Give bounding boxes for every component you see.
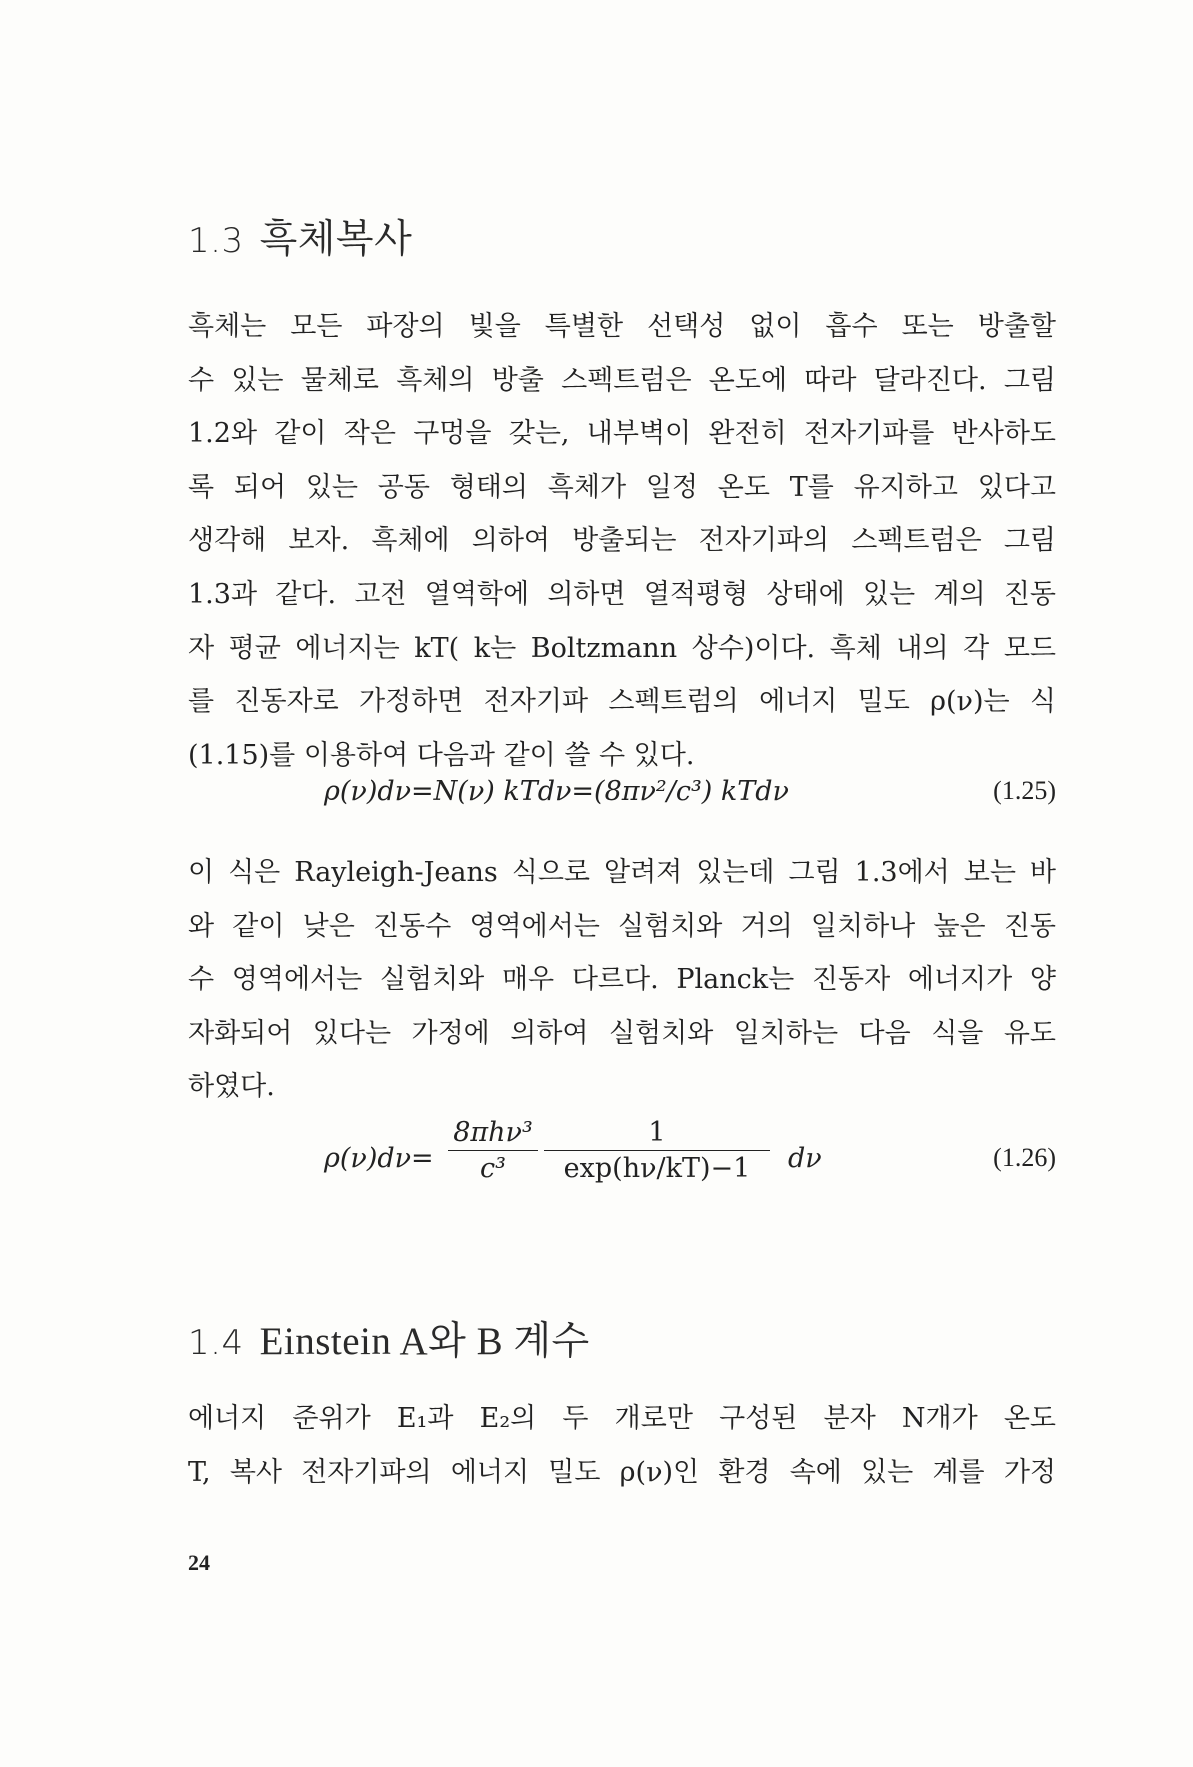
text-line: T, 복사 전자기파의 에너지 밀도 ρ(ν)인 환경 속에 있는 계를 가정 [188, 1456, 1056, 1488]
text-line: (1.15)를 이용하여 다음과 같이 쓸 수 있다. [188, 739, 695, 771]
fraction-planck-prefactor [448, 1117, 538, 1184]
text-line: 와 같이 낮은 진동수 영역에서는 실험치와 거의 일치하나 높은 진동 [188, 910, 1056, 942]
text-line: 를 진동자로 가정하면 전자기파 스펙트럼의 에너지 밀도 ρ(ν)는 식 [188, 686, 1056, 718]
fraction-denominator: exp(hν/kT)−1 [563, 1153, 751, 1184]
text-line: 1.2와 같이 작은 구멍을 갖는, 내부벽이 완전히 전자기파를 반사하도 [188, 418, 1056, 450]
equation-1-25 [188, 776, 1056, 816]
equation-lhs: ρ(ν)dν= [324, 1143, 434, 1174]
section-number: 1.3 [188, 221, 244, 261]
text-line: 록 되어 있는 공동 형태의 흑체가 일정 온도 T를 유지하고 있다고 [188, 471, 1056, 503]
section-heading-1-3 [188, 208, 412, 264]
section-number: 1.4 [188, 1323, 244, 1363]
equation-differential: dν [788, 1143, 822, 1174]
equation-expression: ρ(ν)dν=N(ν) kTdν=(8πν²/c³) kTdν [324, 776, 789, 807]
fraction-bose-factor [544, 1117, 770, 1184]
section-title: 흑체복사 [259, 218, 413, 261]
fraction-denominator: c³ [480, 1153, 506, 1184]
equation-1-26 [188, 1117, 1056, 1207]
text-line: 자 평균 에너지는 kT( k는 Boltzmann 상수)이다. 흑체 내의 각 모드 [188, 632, 1056, 664]
text-line: 에너지 준위가 E₁과 E₂의 두 개로만 구성된 분자 N개가 온도 [188, 1403, 1056, 1434]
paragraph-rayleigh-jeans [188, 846, 1056, 1114]
equation-number: (1.25) [993, 776, 1056, 805]
text-line: 수 영역에서는 실험치와 매우 다르다. Planck는 진동자 에너지가 양 [188, 964, 1056, 996]
text-line: 자화되어 있다는 가정에 의하여 실험치와 일치하는 다음 식을 유도 [188, 1017, 1056, 1049]
paragraph-einstein-intro [188, 1392, 1056, 1499]
text-line: 흑체는 모든 파장의 빛을 특별한 선택성 없이 흡수 또는 방출할 [188, 311, 1056, 342]
section-title: Einstein A와 B 계수 [259, 1320, 590, 1363]
section-heading-1-4 [188, 1310, 590, 1366]
text-line: 이 식은 Rayleigh-Jeans 식으로 알려져 있는데 그림 1.3에서 보는 바 [188, 857, 1056, 888]
fraction-numerator: 1 [544, 1117, 770, 1151]
fraction-numerator: 8πhν³ [448, 1117, 538, 1151]
page-number: 24 [188, 1550, 210, 1575]
text-line: 생각해 보자. 흑체에 의하여 방출되는 전자기파의 스펙트럼은 그림 [188, 525, 1056, 557]
text-line: 하였다. [188, 1071, 275, 1103]
equation-number: (1.26) [993, 1143, 1056, 1172]
text-line: 1.3과 같다. 고전 열역학에 의하면 열적평형 상태에 있는 계의 진동 [188, 578, 1056, 610]
text-line: 수 있는 물체로 흑체의 방출 스펙트럼은 온도에 따라 달라진다. 그림 [188, 364, 1056, 396]
paragraph-blackbody-intro [188, 300, 1056, 782]
